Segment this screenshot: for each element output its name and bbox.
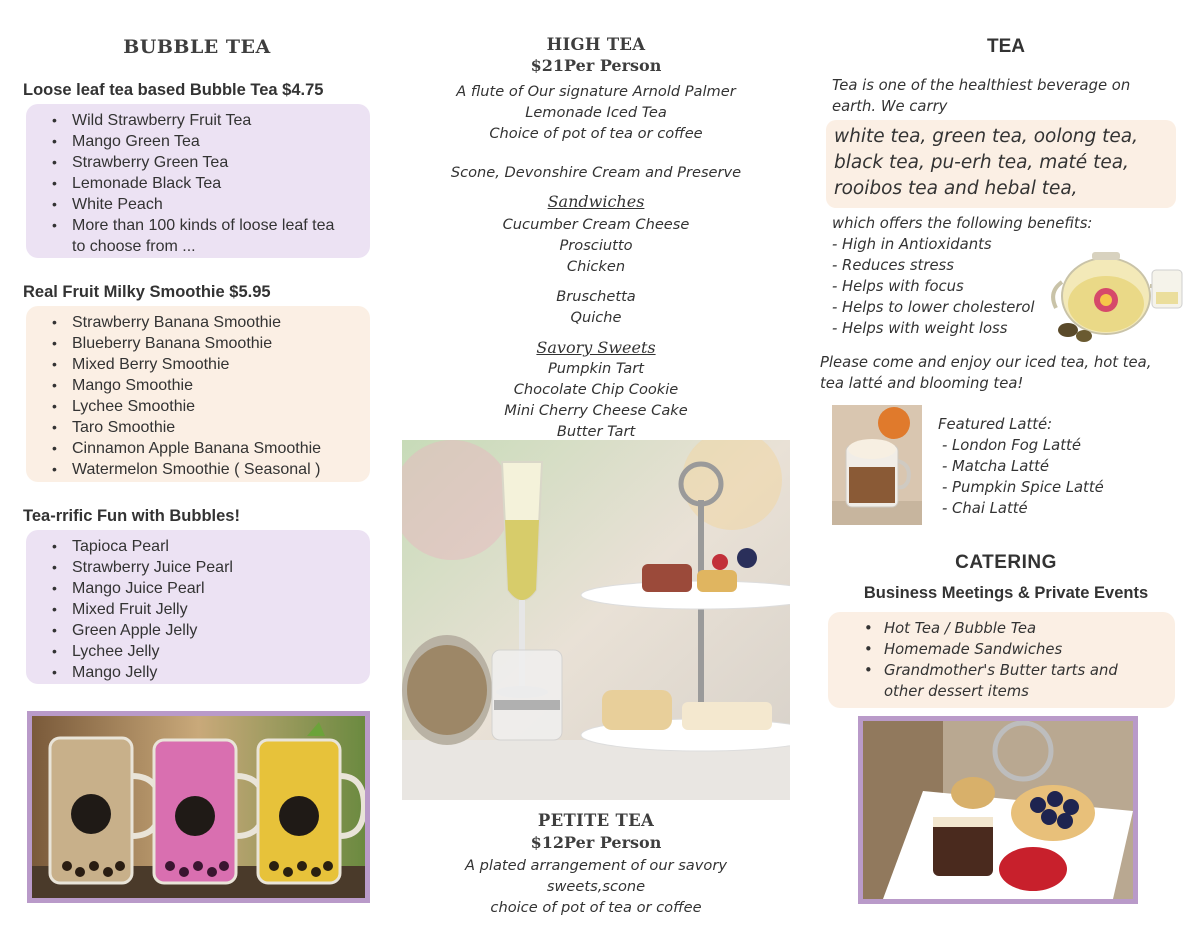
tea-intro [832, 75, 1182, 117]
list-item: • Blueberry Banana Smoothie [52, 333, 360, 354]
list-item: Mini Cherry Cheese Cake [504, 402, 688, 419]
bubbles-list [26, 530, 370, 683]
list-item: • Tapioca Pearl [52, 536, 360, 557]
list-item: • Mixed Berry Smoothie [52, 354, 360, 375]
dessert-plate-photo [858, 716, 1138, 904]
petite-tea-title: PETITE TEA [537, 811, 655, 830]
list-item: • Mango Green Tea [52, 131, 360, 152]
high-tea-price: $21Per Person [530, 56, 662, 75]
sandwiches-list [400, 214, 792, 277]
list-item: • Mango Smoothie [52, 375, 360, 396]
list-item: • Mango Juice Pearl [52, 578, 360, 599]
description-line: A plated arrangement of our savory [465, 857, 727, 874]
bubbles-heading: Tea-rrific Fun with Bubbles! [23, 507, 240, 525]
invite-text [820, 352, 1190, 394]
high-tea-intro [400, 81, 792, 144]
catering-list-box [828, 612, 1175, 708]
high-tea-stand-icon [402, 440, 790, 800]
list-item: • Mixed Fruit Jelly [52, 599, 360, 620]
intro-line: A flute of Our signature Arnold Palmer [456, 83, 736, 100]
benefits-intro: which offers the following benefits: [832, 215, 1093, 232]
list-item: - High in Antioxidants [832, 236, 992, 253]
list-item: - Chai Latté [942, 500, 1028, 517]
bubble-tea-jars-icon [32, 716, 365, 898]
list-item: Pumpkin Tart [548, 360, 644, 377]
intro-line: Lemonade Iced Tea [525, 104, 667, 121]
list-item: • Homemade Sandwiches [864, 639, 1165, 660]
list-item: • Strawberry Juice Pearl [52, 557, 360, 578]
list-item: • Wild Strawberry Fruit Tea [52, 110, 360, 131]
latte-cup-icon [832, 405, 922, 525]
savory-sweets-list [400, 358, 792, 442]
list-item: • More than 100 kinds of loose leaf tea to choose from ... [52, 215, 342, 257]
list-item: • White Peach [52, 194, 360, 215]
loose-leaf-heading: Loose leaf tea based Bubble Tea $4.75 [23, 81, 324, 99]
list-item: Chocolate Chip Cookie [513, 381, 679, 398]
tea-types-box [826, 120, 1176, 208]
extras-list [400, 286, 792, 328]
catering-title: CATERING [955, 552, 1057, 573]
bubble-tea-title: BUBBLE TEA [123, 36, 271, 58]
tea-title: TEA [987, 36, 1025, 57]
list-item: • Watermelon Smoothie ( Seasonal ) [52, 459, 360, 480]
list-item: • Lemonade Black Tea [52, 173, 360, 194]
high-tea-stand-photo [402, 440, 790, 800]
list-item: Quiche [570, 309, 622, 326]
intro-line: earth. We carry [832, 98, 948, 115]
petite-tea-description [400, 855, 792, 918]
list-item: Prosciutto [559, 237, 633, 254]
invite-line: Please come and enjoy our iced tea, hot tea, [820, 354, 1152, 371]
benefits-list [832, 234, 1035, 339]
intro-line: Choice of pot of tea or coffee [489, 125, 703, 142]
dessert-plate-icon [863, 721, 1133, 899]
tea-types-line: black tea, pu-erh tea, maté tea, [834, 152, 1129, 173]
loose-leaf-list [26, 104, 370, 257]
list-item: • Strawberry Green Tea [52, 152, 360, 173]
blooming-teapot-icon [1048, 234, 1184, 344]
scone-line: Scone, Devonshire Cream and Preserve [450, 164, 742, 181]
smoothie-list-box [26, 306, 370, 482]
high-tea-title: HIGH TEA [546, 35, 646, 54]
list-item: - London Fog Latté [942, 437, 1081, 454]
list-item: • Green Apple Jelly [52, 620, 360, 641]
list-item: Chicken [566, 258, 626, 275]
smoothie-heading: Real Fruit Milky Smoothie $5.95 [23, 283, 271, 301]
tea-types-line: white tea, green tea, oolong tea, [834, 126, 1138, 147]
list-item: • Lychee Smoothie [52, 396, 360, 417]
tea-types-line: rooibos tea and hebal tea, [834, 178, 1078, 199]
bubble-tea-jars-photo [27, 711, 370, 903]
list-item: • Lychee Jelly [52, 641, 360, 662]
list-item: - Helps to lower cholesterol [832, 299, 1035, 316]
sandwiches-heading: Sandwiches [547, 192, 645, 211]
list-item: - Helps with focus [832, 278, 964, 295]
bubbles-list-box [26, 530, 370, 684]
invite-line: tea latté and blooming tea! [820, 375, 1024, 392]
description-line: sweets,scone [546, 878, 646, 895]
catering-list [828, 612, 1175, 702]
featured-latte [938, 414, 1104, 519]
catering-subtitle: Business Meetings & Private Events [863, 584, 1149, 602]
savory-sweets-heading: Savory Sweets [536, 338, 656, 357]
list-item: • Cinnamon Apple Banana Smoothie [52, 438, 360, 459]
loose-leaf-list-box [26, 104, 370, 258]
blooming-teapot-photo [1048, 234, 1184, 344]
list-item: • Hot Tea / Bubble Tea [864, 618, 1165, 639]
intro-line: Tea is one of the healthiest beverage on [832, 77, 1131, 94]
description-line: choice of pot of tea or coffee [490, 899, 702, 916]
list-item: - Helps with weight loss [832, 320, 1008, 337]
list-item: Cucumber Cream Cheese [502, 216, 690, 233]
featured-heading: Featured Latté: [938, 416, 1053, 433]
list-item: • Strawberry Banana Smoothie [52, 312, 360, 333]
list-item: • Mango Jelly [52, 662, 360, 683]
list-item: Bruschetta [556, 288, 636, 305]
petite-tea-price: $12Per Person [530, 833, 662, 852]
list-item: • Taro Smoothie [52, 417, 360, 438]
list-item: - Pumpkin Spice Latté [942, 479, 1104, 496]
smoothie-list [26, 306, 370, 480]
list-item: Butter Tart [556, 423, 636, 440]
list-item: - Reduces stress [832, 257, 954, 274]
latte-cup-photo [832, 405, 922, 525]
list-item: - Matcha Latté [942, 458, 1049, 475]
list-item: • Grandmother's Butter tarts and other dessert items [864, 660, 1144, 702]
